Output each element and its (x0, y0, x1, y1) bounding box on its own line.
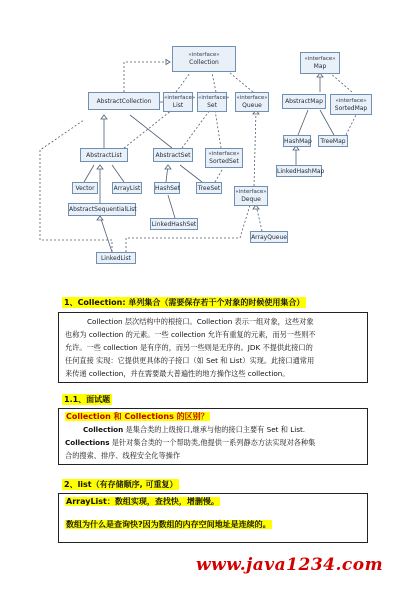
stereotype-label: «interface» (236, 95, 268, 101)
map-interface-box (300, 52, 340, 74)
class-name: AbstractSequentialList (69, 206, 137, 213)
diagram-connectors (0, 0, 420, 280)
section1-line: Collection 层次结构中的根接口。Collection 表示一组对象，这些对象 (87, 317, 314, 326)
tree-map-box (318, 135, 348, 147)
class-name: Vector (75, 184, 95, 192)
queue-interface-box (235, 92, 269, 112)
section2-heading: 2、list（有存储顺序, 可重复） (64, 480, 178, 489)
stereotype-label: «interface» (235, 189, 267, 195)
class-name: TreeSet (197, 184, 221, 192)
class-name: Map (313, 63, 327, 70)
class-name: AbstractSet (155, 151, 191, 159)
answer-line-1 (65, 423, 361, 436)
class-name: Set (207, 102, 217, 109)
collection-interface-box (172, 46, 236, 72)
hash-set-box (154, 182, 180, 194)
deque-interface-box (234, 186, 268, 206)
stereotype-label: «interface» (304, 56, 336, 62)
array-why-text: 数组为什么是查询快?因为数组的内存空间地址是连续的。 (66, 520, 271, 529)
class-name: Queue (242, 102, 262, 109)
section1-line: 任何直接 实现：它提供更具体的子接口（如 Set 和 List）实现。此接口通常用 (65, 356, 315, 365)
section1-line: 也称为 collection 的元素。一些 collection 允许有重复的元素，而另一些则不 (65, 330, 316, 339)
vector-box (72, 182, 98, 194)
stereotype-label: «interface» (335, 97, 367, 104)
stereotype-label: «interface» (164, 95, 196, 101)
class-name: AbstractMap (285, 98, 323, 105)
class-name: AbstractList (86, 151, 122, 159)
class-name: TreeMap (320, 137, 346, 145)
class-name: HashMap (284, 137, 312, 145)
class-name: LinkedHashMap (277, 167, 325, 175)
section1-definition (58, 312, 368, 383)
set-interface-box (197, 92, 230, 112)
class-name: Deque (241, 196, 261, 203)
class-name: Collection (189, 59, 219, 66)
section11-body (58, 408, 368, 465)
class-name: List (172, 102, 184, 109)
interview-question (65, 410, 361, 423)
linked-hash-map-box (276, 165, 325, 177)
watermark-text: www.java1234.com (196, 555, 384, 575)
hash-map-box (283, 135, 311, 147)
sorted-map-interface-box (330, 94, 372, 115)
class-name: LinkedList (100, 254, 132, 262)
class-name: SortedSet (209, 158, 239, 165)
section1-heading: 1、Collection: 单列集合（需要保存若干个对象的时候使用集合） (64, 298, 305, 307)
class-name: ArrayList (113, 184, 141, 192)
class-name: ArrayQueue (251, 233, 287, 241)
stereotype-label: «interface» (188, 52, 220, 58)
class-name: SortedMap (334, 104, 368, 112)
section11-heading: 1.1、面试题 (64, 395, 111, 404)
term-collections: Collections (65, 438, 110, 447)
tree-set-box (196, 182, 222, 194)
abstract-sequential-list-box (68, 203, 136, 216)
stereotype-label: «interface» (208, 151, 240, 157)
class-name: LinkedHashSet (151, 220, 197, 228)
section1-line: 允许。一些 collection 是有序的，而另一些则是无序的。JDK 不提供此接口的 (65, 343, 313, 352)
answer-line-2 (65, 436, 361, 449)
class-name: AbstractCollection (96, 97, 152, 105)
question-text: Collection 和 Collections 的区别？ (66, 412, 209, 421)
answer-text: 是针对集合类的一个帮助类,他提供一系列静态方法实现对各种集 (109, 438, 316, 447)
abstract-list-box (80, 148, 128, 162)
answer-text: 是集合类的上级接口,继承与他的接口主要有 Set 和 List. (123, 425, 306, 434)
sorted-set-interface-box (205, 148, 243, 168)
arraylist-line (65, 495, 361, 508)
abstract-collection-box (88, 92, 160, 110)
arraylist-text: ArrayList：数组实现，查找快，增删慢。 (66, 497, 219, 506)
stereotype-label: «interface» (198, 95, 230, 101)
abstract-set-box (153, 148, 193, 162)
linked-list-box (96, 252, 136, 264)
abstract-map-box (282, 94, 326, 109)
list-interface-box (163, 92, 196, 112)
array-list-box (112, 182, 142, 194)
array-queue-box (250, 231, 288, 243)
array-why-line (65, 518, 361, 531)
section2-body (58, 493, 368, 543)
section1-line: 来传递 collection，并在需要最大普遍性的地方操作这些 collection。 (65, 369, 290, 378)
class-name: HashSet (155, 184, 180, 192)
answer-line-3: 合的搜索、排序、线程安全化等操作 (65, 451, 181, 460)
term-collection: Collection (83, 425, 124, 434)
linked-hash-set-box (150, 218, 198, 230)
